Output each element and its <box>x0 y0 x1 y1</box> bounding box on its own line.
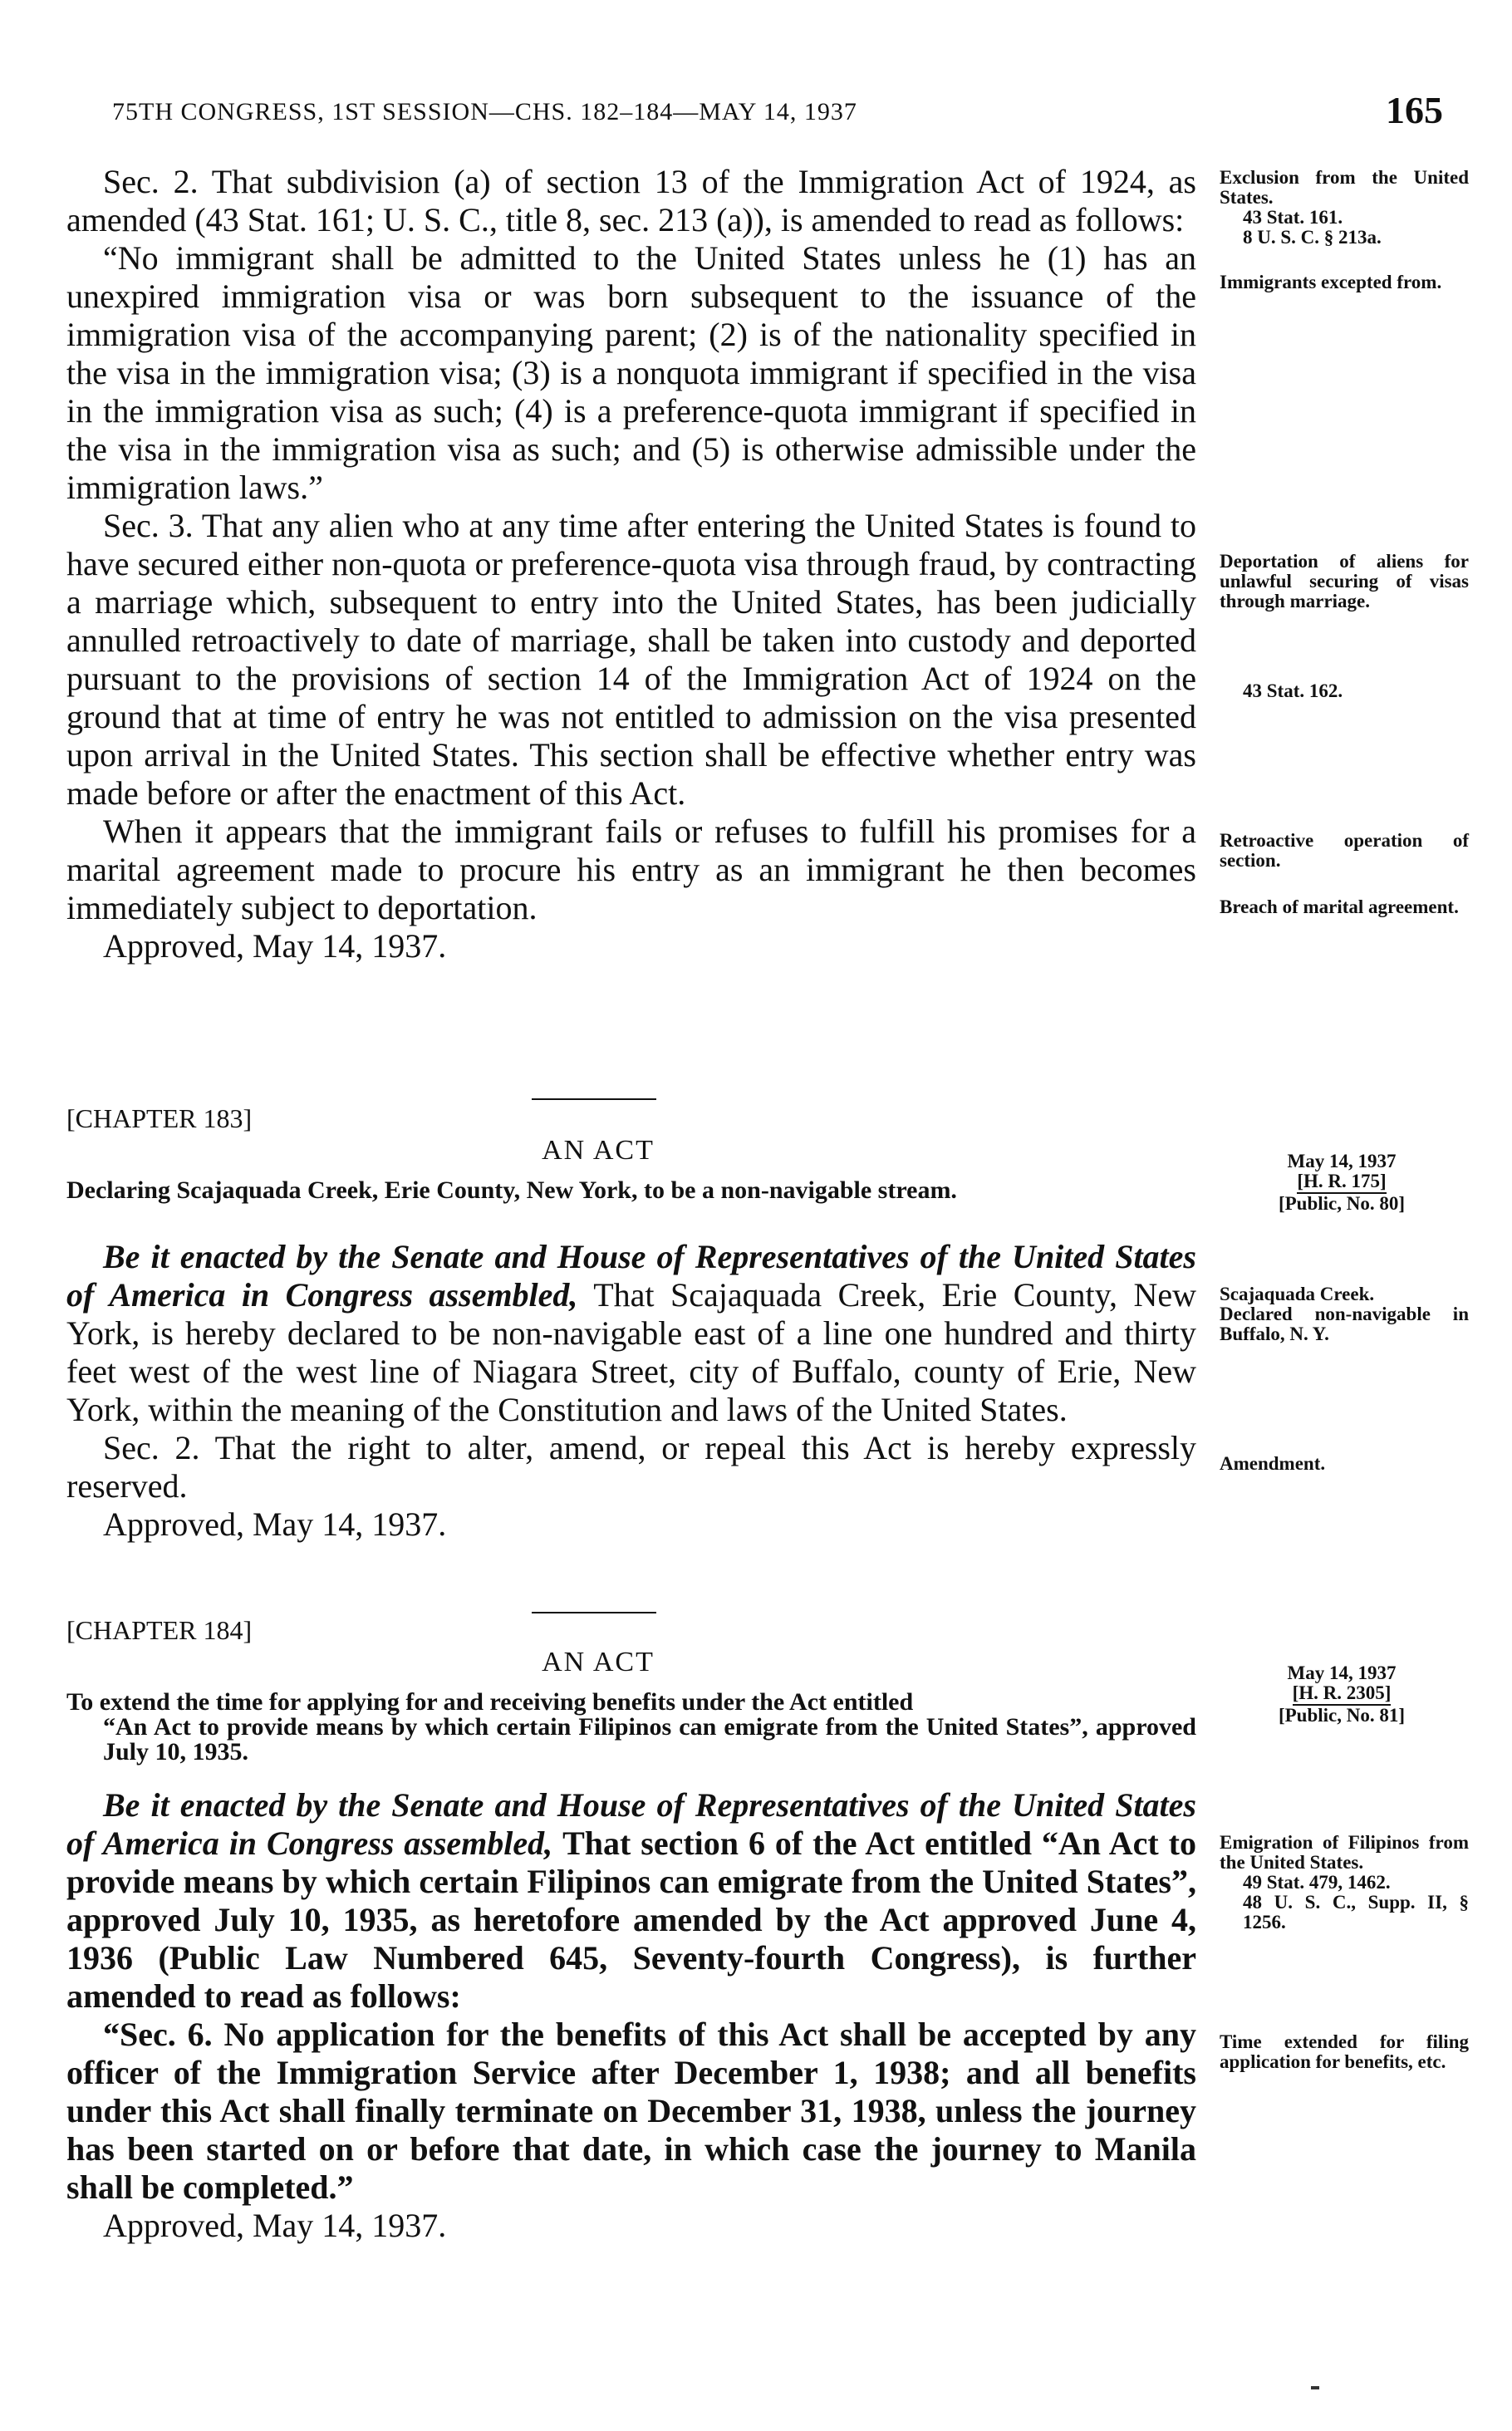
ch182-quote: “No immigrant shall be admitted to the United States unless he (1) has an unexpired immigration visa or was born subsequent to the issuance of the immigration visa of the accompanying parent; (2) is of the nationality specified in the visa in the immigration visa; (3) is a nonquota immigrant if specified in the visa in the immigration visa as such; (4) is a preference-quota immigrant if specified in the visa in the immigration visa as such; and (5) is otherwise admissible under the immigration laws.” <box>66 239 1196 506</box>
note-time-extended: Time extended for filing application for benefits, etc. <box>1220 2031 1469 2072</box>
ch182-sec2: Sec. 2. That subdivision (a) of section 13 of the Immigration Act of 1924, as amended (43 Stat. 161; U. S. C., title 8, sec. 213 (a)), is amended to read as follows: <box>66 163 1196 238</box>
ch184-enacting-clause: Be it enacted by the Senate and House of Representatives of the United States of America in Congress assembled, <box>66 1786 1196 1862</box>
ch182-breach: When it appears that the immigrant fails or refuses to fulfill his promises for a marital agreement made to procure his entry as an immigrant he then becomes immediately subject to deportation. <box>66 813 1196 926</box>
chapter182-text <box>66 163 1196 965</box>
page-number: 165 <box>1386 89 1443 131</box>
ch184-approved: Approved, May 14, 1937. <box>103 2207 447 2244</box>
ch184-date: May 14, 1937 <box>1287 1662 1397 1683</box>
chapter183-summary: Declaring Scajaquada Creek, Erie County, New York, to be a non-navigable stream. <box>66 1176 957 1204</box>
note-creek: Scajaquada Creek. <box>1220 1284 1375 1304</box>
ch183-body: That Scajaquada Creek, Erie County, New York, is hereby declared to be non-navigable east of a line one hundred and thirty feet west of the west line of Niagara Street, city of Buffalo, county of Erie, New York, within the meaning of the Constitution and laws of the United States. <box>66 1276 1197 1428</box>
ch184-summary-rest: “An Act to provide means by which certain Filipinos can emigrate from the United States”, approved July 10, 1935. <box>103 1713 1196 1766</box>
chapter184-meta <box>1209 1663 1475 1726</box>
note-exclusion <box>1220 168 1469 248</box>
note-scajaquada <box>1220 1284 1469 1344</box>
ch182-sec3: Sec. 3. That any alien who at any time after entering the United States is found to have secured either non-quota or preference-quota visa through fraud, by contracting a marriage which, subsequent to entry into the United States, has been judicially annulled retroactively to date of marriage, shall be taken into custody and deported pursuant to the provisions of section 14 of the Immigration Act of 1924 on the ground that at time of entry he was not entitled to admission on the visa presented upon arrival in the United States. This section shall be effective whether entry was made before or after the enactment of this Act. <box>66 507 1196 812</box>
chapter184-act-title: AN ACT <box>542 1647 655 1677</box>
note-deportation: Deportation of aliens for unlawful securing of visas through marriage. <box>1220 551 1469 611</box>
note-cite-49: 49 Stat. 479, 1462. <box>1243 1872 1391 1893</box>
ch184-body: That section 6 of the Act entitled “An Act to provide means by which certain Filipinos can emigrate from the United States”, approved July 10, 1935, as heretofore amended by the Act approved June 4, 1936 (Public Law Numbered 645, Seventy-fourth Congress), is further amended to read as follows: <box>66 1824 1197 2015</box>
note-emigration-text: Emigration of Filipinos from the United States. <box>1220 1832 1469 1873</box>
ch182-approved: Approved, May 14, 1937. <box>103 927 447 965</box>
ch183-sec2: Sec. 2. That the right to alter, amend, or repeal this Act is hereby expressly reserved. <box>66 1429 1196 1505</box>
ch184-public: [Public, No. 81] <box>1278 1705 1406 1726</box>
chapter184-label: [CHAPTER 184] <box>66 1615 253 1645</box>
chapter183-meta <box>1209 1152 1475 1214</box>
note-amendment: Amendment. <box>1220 1453 1326 1474</box>
note-retroactive: Retroactive operation of section. <box>1220 830 1469 871</box>
ch184-summary-line1: To extend the time for applying for and receiving benefits under the Act entitled <box>66 1688 914 1716</box>
section-divider <box>532 1098 656 1100</box>
ch183-enacting-clause: Be it enacted by the Senate and House of Representatives of the United States of America in Congress assembled, <box>66 1238 1196 1314</box>
chapter183-act-title: AN ACT <box>542 1135 655 1166</box>
page-mark <box>1311 2386 1319 2389</box>
chapter183-text <box>66 1238 1196 1544</box>
note-excepted: Immigrants excepted from. <box>1220 272 1442 292</box>
chapter183-label: [CHAPTER 183] <box>66 1103 253 1133</box>
ch183-bill: [H. R. 175] <box>1297 1171 1386 1194</box>
ch184-bill: [H. R. 2305] <box>1293 1683 1392 1706</box>
section-divider-2 <box>532 1612 656 1613</box>
note-cite-43-162: 43 Stat. 162. <box>1243 680 1343 701</box>
note-breach: Breach of marital agreement. <box>1220 896 1459 917</box>
note-emigration <box>1220 1833 1469 1933</box>
chapter184-summary <box>66 1690 1196 1765</box>
chapter184-text <box>66 1786 1196 2245</box>
running-head: 75TH CONGRESS, 1ST SESSION—CHS. 182–184—MAY 14, 1937 <box>112 98 857 125</box>
note-cite-43-161: 43 Stat. 161. <box>1243 207 1343 228</box>
note-declared: Declared non-navigable in Buffalo, N. Y. <box>1220 1304 1469 1344</box>
note-exclusion-text: Exclusion from the United States. <box>1220 167 1469 208</box>
ch183-date: May 14, 1937 <box>1287 1151 1397 1171</box>
ch183-public: [Public, No. 80] <box>1278 1193 1406 1214</box>
note-cite-8usc: 8 U. S. C. § 213a. <box>1243 227 1382 248</box>
note-cite-48usc: 48 U. S. C., Supp. II, § 1256. <box>1243 1892 1469 1933</box>
ch184-quote: “Sec. 6. No application for the benefits of this Act shall be accepted by any officer of the Immigration Service after December 1, 1938; and all benefits under this Act shall finally terminate on December 31, 1938, unless the journey has been started on or before that date, in which case the journey to Manila shall be completed.” <box>66 2016 1196 2206</box>
ch183-approved: Approved, May 14, 1937. <box>103 1505 447 1543</box>
